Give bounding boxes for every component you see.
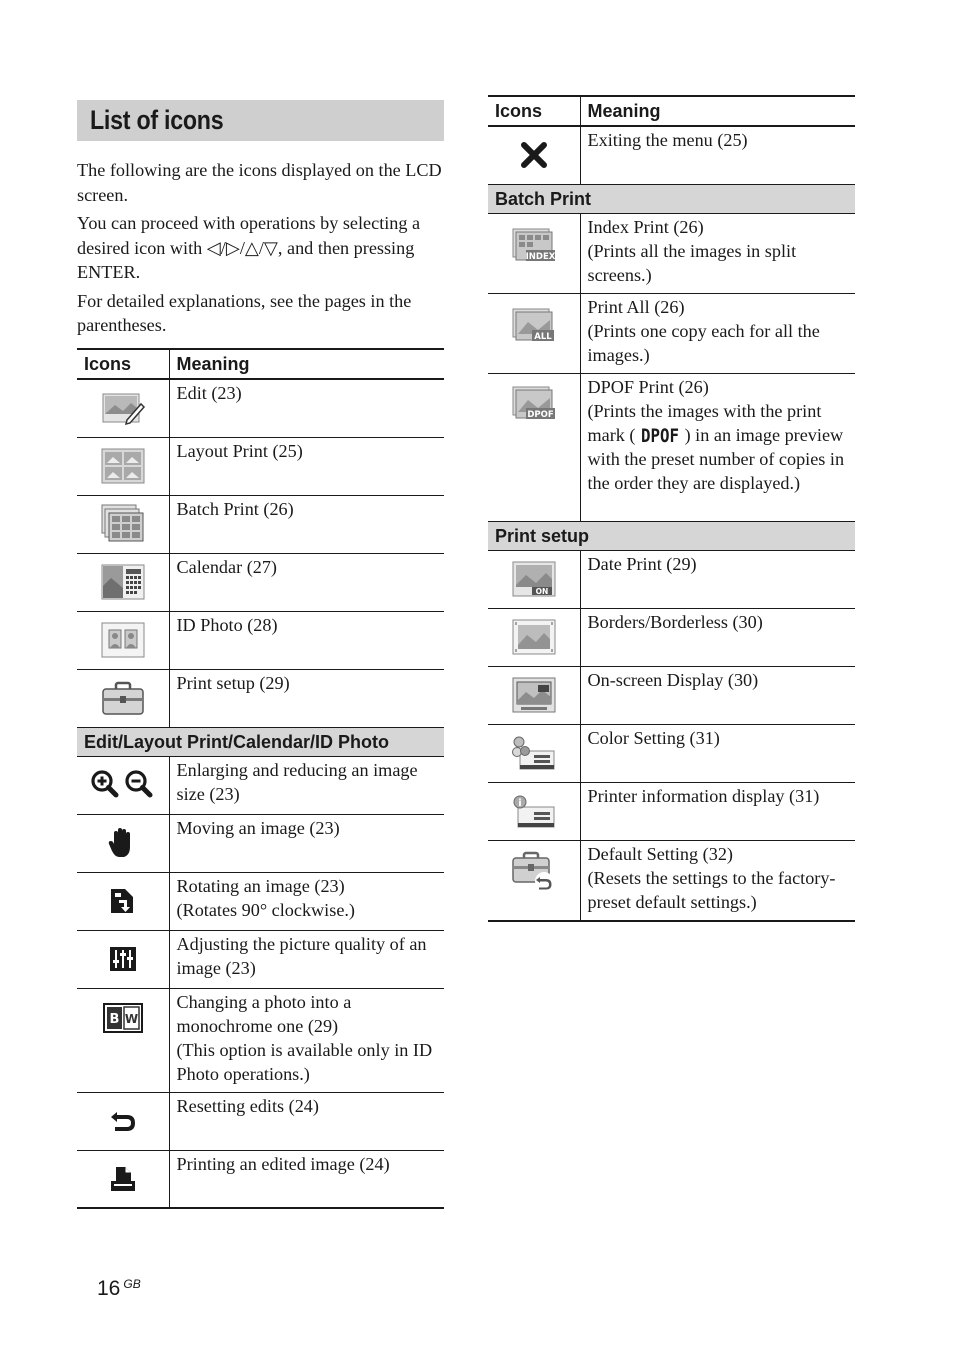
meaning-cell bbox=[580, 213, 855, 293]
icon-cell bbox=[77, 553, 169, 611]
meaning-cell bbox=[169, 669, 444, 727]
icon-cell bbox=[488, 373, 580, 521]
table-row bbox=[77, 669, 444, 727]
table-row bbox=[77, 756, 444, 814]
section-row bbox=[488, 184, 855, 213]
meaning-line bbox=[588, 399, 856, 495]
dpof-text-before: (Prints the images with the print mark ( bbox=[587, 400, 822, 445]
header-meaning: Meaning bbox=[169, 349, 444, 379]
hand-icon bbox=[108, 827, 138, 859]
table-header-row bbox=[77, 349, 444, 379]
icon-cell bbox=[77, 1092, 169, 1150]
icons-table-left bbox=[77, 348, 444, 1209]
table-row bbox=[488, 840, 855, 921]
icon-cell bbox=[488, 608, 580, 666]
table-row bbox=[488, 608, 855, 666]
meaning-cell bbox=[169, 930, 444, 988]
meaning-line: Date Print (29) bbox=[587, 553, 697, 574]
meaning-cell bbox=[169, 553, 444, 611]
table-row bbox=[77, 495, 444, 553]
meaning-line: Batch Print (26) bbox=[176, 498, 294, 519]
print-all-icon bbox=[512, 308, 556, 344]
exit-icon bbox=[520, 141, 548, 169]
icon-cell bbox=[77, 611, 169, 669]
meaning-cell bbox=[169, 495, 444, 553]
icon-cell bbox=[488, 782, 580, 840]
dpof-text-after: ) in an image preview with the preset number of copies in the order they are displayed.) bbox=[587, 424, 845, 493]
default-setting-icon bbox=[512, 851, 556, 891]
meaning-line: Color Setting (31) bbox=[587, 727, 720, 748]
id-photo-icon bbox=[101, 622, 145, 658]
table-header-row bbox=[488, 96, 855, 126]
reset-icon bbox=[109, 1110, 137, 1132]
table-row bbox=[77, 553, 444, 611]
meaning-cell bbox=[580, 373, 855, 521]
svg-text:ALL: ALL bbox=[534, 331, 552, 342]
meaning-line: Print setup (29) bbox=[176, 672, 290, 693]
section-heading: Print setup bbox=[488, 521, 855, 550]
section-heading: Edit/Layout Print/Calendar/ID Photo bbox=[77, 727, 444, 756]
icon-cell bbox=[77, 814, 169, 872]
meaning-line: (Resets the settings to the factory-preset default settings.) bbox=[587, 867, 836, 912]
onscreen-display-icon bbox=[512, 677, 556, 713]
table-row bbox=[488, 126, 855, 184]
meaning-cell bbox=[169, 379, 444, 437]
batch-print-icon bbox=[101, 504, 145, 544]
table-row bbox=[77, 611, 444, 669]
color-setting-icon bbox=[512, 735, 556, 771]
meaning-cell bbox=[169, 611, 444, 669]
printer-info-icon bbox=[512, 793, 556, 829]
zoom-in-out-icon bbox=[90, 769, 156, 801]
meaning-cell bbox=[169, 1150, 444, 1208]
meaning-cell bbox=[169, 988, 444, 1092]
intro-paragraph: The following are the icons displayed on the LCD screen. bbox=[77, 160, 442, 205]
table-row bbox=[488, 373, 855, 521]
meaning-line: Edit (23) bbox=[176, 383, 242, 403]
meaning-line: (This option is available only in ID Photo operations.) bbox=[176, 1039, 433, 1084]
icon-cell bbox=[488, 293, 580, 373]
icons-table-right bbox=[488, 95, 855, 922]
meaning-cell bbox=[580, 666, 855, 724]
icon-cell bbox=[488, 724, 580, 782]
page-number bbox=[97, 1277, 141, 1301]
meaning-line: Index Print (26) bbox=[587, 216, 704, 237]
dpof-print-icon bbox=[512, 386, 556, 422]
icon-cell bbox=[77, 669, 169, 727]
meaning-line: On-screen Display (30) bbox=[587, 669, 759, 690]
icon-cell bbox=[77, 495, 169, 553]
table-row bbox=[77, 1092, 444, 1150]
layout-print-icon bbox=[101, 448, 145, 484]
meaning-cell bbox=[169, 756, 444, 814]
meaning-line: Changing a photo into a monochrome one (29) bbox=[176, 991, 352, 1036]
meaning-cell bbox=[580, 550, 855, 608]
black-white-icon bbox=[103, 1003, 143, 1033]
adjust-icon bbox=[109, 946, 137, 972]
meaning-line: Resetting edits (24) bbox=[176, 1095, 319, 1116]
zoom-out-icon bbox=[127, 772, 150, 795]
meaning-line: Layout Print (25) bbox=[176, 440, 303, 461]
intro-text bbox=[77, 158, 444, 342]
meaning-cell bbox=[580, 782, 855, 840]
table-row bbox=[488, 293, 855, 373]
header-icons: Icons bbox=[488, 96, 580, 126]
icon-cell bbox=[488, 213, 580, 293]
svg-text:i: i bbox=[518, 798, 522, 809]
icon-cell bbox=[77, 930, 169, 988]
dpof-mark-icon bbox=[640, 424, 680, 446]
svg-text:DPOF: DPOF bbox=[641, 424, 680, 447]
icon-cell bbox=[488, 840, 580, 921]
rotate-icon bbox=[109, 887, 137, 915]
svg-text:DPOF: DPOF bbox=[527, 409, 554, 420]
meaning-line: Moving an image (23) bbox=[176, 817, 340, 838]
header-icons: Icons bbox=[77, 349, 169, 379]
icon-cell bbox=[77, 437, 169, 495]
meaning-line: Calendar (27) bbox=[176, 556, 277, 577]
meaning-cell bbox=[169, 872, 444, 930]
print-setup-icon bbox=[101, 680, 145, 716]
page-title: List of icons bbox=[90, 105, 224, 135]
meaning-cell bbox=[580, 608, 855, 666]
meaning-line: (Prints all the images in split screens.) bbox=[587, 240, 797, 285]
section-title-box bbox=[77, 100, 444, 141]
icon-cell bbox=[77, 756, 169, 814]
section-row bbox=[488, 521, 855, 550]
table-row bbox=[77, 814, 444, 872]
meaning-line: Default Setting (32) bbox=[587, 843, 733, 864]
index-print-icon bbox=[512, 228, 556, 264]
meaning-line: Printer information display (31) bbox=[587, 785, 820, 806]
icon-cell bbox=[77, 872, 169, 930]
meaning-line: Exiting the menu (25) bbox=[587, 130, 748, 150]
meaning-cell bbox=[580, 126, 855, 184]
meaning-line: Printing an edited image (24) bbox=[176, 1153, 390, 1174]
page-number-suffix: GB bbox=[123, 1277, 141, 1291]
svg-text:B: B bbox=[109, 1011, 120, 1027]
meaning-line: (Prints one copy each for all the images.) bbox=[587, 320, 820, 365]
table-row bbox=[77, 988, 444, 1092]
icon-cell bbox=[77, 1150, 169, 1208]
icon-cell bbox=[488, 126, 580, 184]
meaning-line: Rotating an image (23) bbox=[176, 875, 345, 896]
svg-text:ON: ON bbox=[535, 587, 549, 596]
page-number-value: 16 bbox=[97, 1277, 121, 1300]
table-row bbox=[77, 930, 444, 988]
meaning-line: Borders/Borderless (30) bbox=[587, 611, 763, 632]
meaning-cell bbox=[169, 814, 444, 872]
icon-cell bbox=[77, 379, 169, 437]
table-row bbox=[77, 437, 444, 495]
meaning-line: DPOF Print (26) bbox=[587, 376, 709, 397]
intro-paragraph: For detailed explanations, see the pages in the parentheses. bbox=[77, 290, 412, 335]
meaning-cell bbox=[169, 437, 444, 495]
meaning-line: ID Photo (28) bbox=[176, 614, 278, 635]
edit-icon bbox=[101, 390, 145, 426]
meaning-cell bbox=[580, 293, 855, 373]
date-print-icon bbox=[512, 561, 556, 597]
table-row bbox=[488, 782, 855, 840]
meaning-line: Enlarging and reducing an image size (23) bbox=[176, 759, 418, 804]
icon-cell bbox=[488, 666, 580, 724]
table-row bbox=[488, 666, 855, 724]
header-meaning: Meaning bbox=[580, 96, 855, 126]
table-row bbox=[77, 872, 444, 930]
print-edited-icon bbox=[109, 1166, 137, 1192]
intro-paragraph: You can proceed with operations by selecting a desired icon with ◁/▷/△/▽, and then pressing ENTER. bbox=[77, 213, 421, 282]
svg-text:W: W bbox=[124, 1011, 138, 1026]
zoom-in-icon bbox=[93, 772, 116, 795]
section-row bbox=[77, 727, 444, 756]
meaning-cell bbox=[580, 724, 855, 782]
meaning-cell bbox=[169, 1092, 444, 1150]
calendar-icon bbox=[101, 564, 145, 600]
meaning-line: Adjusting the picture quality of an image (23) bbox=[176, 933, 427, 978]
svg-text:INDEX: INDEX bbox=[525, 251, 556, 262]
table-row bbox=[488, 213, 855, 293]
meaning-line: (Rotates 90° clockwise.) bbox=[176, 899, 355, 920]
table-row bbox=[488, 550, 855, 608]
meaning-cell bbox=[580, 840, 855, 921]
icon-cell bbox=[77, 988, 169, 1092]
table-row bbox=[77, 1150, 444, 1208]
table-row bbox=[77, 379, 444, 437]
section-heading: Batch Print bbox=[488, 184, 855, 213]
table-row bbox=[488, 724, 855, 782]
icon-cell bbox=[488, 550, 580, 608]
borders-icon bbox=[512, 619, 556, 655]
meaning-line: Print All (26) bbox=[587, 296, 685, 317]
